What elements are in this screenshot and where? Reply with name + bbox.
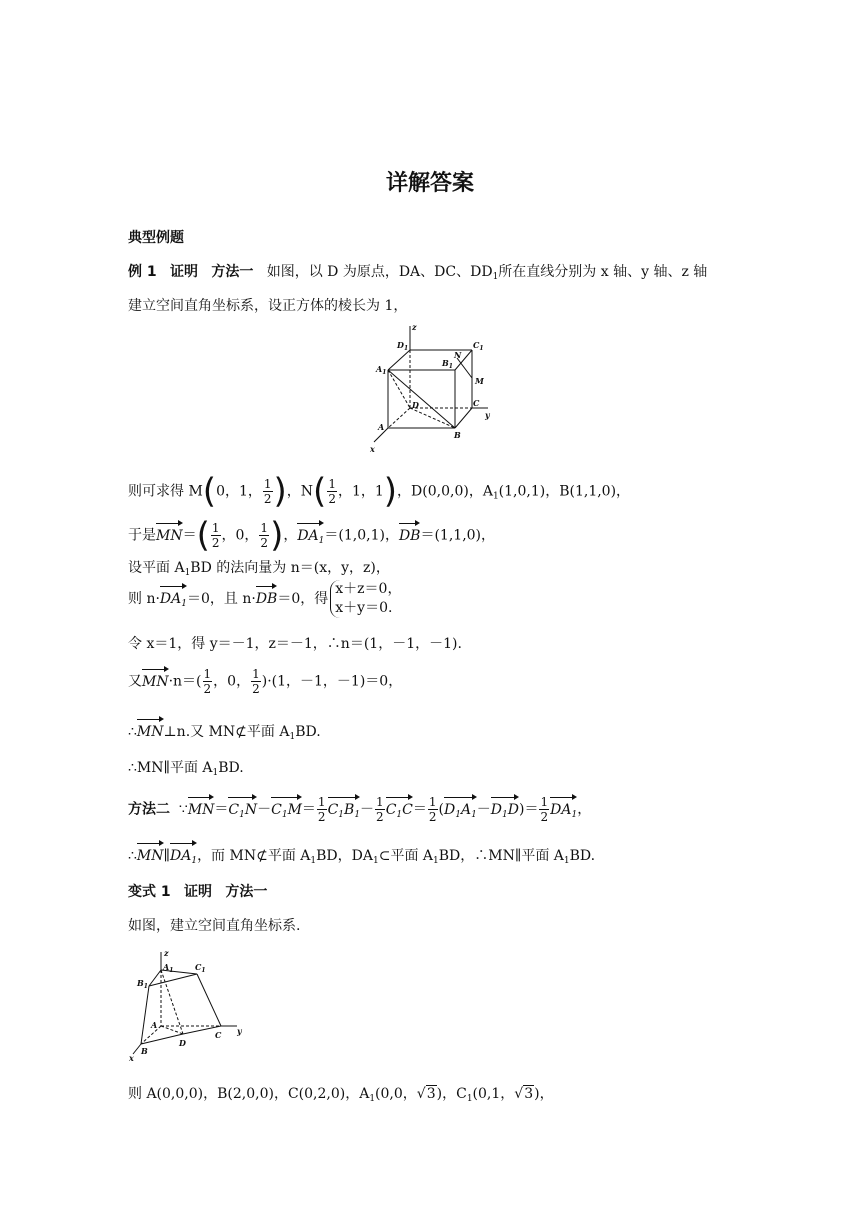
svg-text:y: y <box>485 410 490 420</box>
system-line: 则 $n\cdot DA_1=0$，且 n·DB＝0，得 x＋z＝0， x＋y＝0. <box>128 581 402 616</box>
conclusion-line: ∴MN∥平面 $A_1BD$. <box>128 760 244 778</box>
svg-text:A1: $A_1$ <box>163 962 174 974</box>
intro-text: 如图，以 D 为原点，DA、DC、DD <box>266 264 493 280</box>
svg-text:y: y <box>237 1026 242 1036</box>
example-label: 例 1 <box>128 264 157 280</box>
normal-vector-line: 设平面 $A_1BD$ 的法向量为 n＝(x，y，z)， <box>128 560 390 578</box>
perpendicular-line: ∴MN⊥n.又 MN⊄平面 $A_1BD$. <box>128 724 321 742</box>
variant1-intro: 如图，建立空间直角坐标系. <box>128 918 301 934</box>
dot-product-line: 又MN·n＝( $\frac{1}{2}$ ，0， $\frac{1}{2}$ )·(1，－1，－1)＝0， <box>128 667 403 696</box>
svg-text:B: B <box>141 1046 148 1056</box>
intro-text-b: 所在直线分别为 x 轴、y 轴、z 轴 <box>498 264 708 280</box>
svg-text:B1: $B_1$ <box>442 358 453 370</box>
method2-label: 方法二 <box>128 801 170 818</box>
svg-text:D: D <box>179 1038 186 1048</box>
svg-text:N: N <box>454 350 462 360</box>
svg-text:A1: $A_1$ <box>376 364 387 376</box>
svg-text:z: z <box>412 322 417 332</box>
page-title: 详解答案 <box>385 171 474 196</box>
svg-text:D1: $D_1$ <box>397 340 409 352</box>
equation-system: x＋z＝0， x＋y＝0. <box>330 580 401 618</box>
svg-text:x: x <box>370 444 375 454</box>
svg-text:D: D <box>412 400 419 410</box>
example1-line2: 建立空间直角坐标系，设正方体的棱长为 1， <box>128 298 408 314</box>
sqrt3: √3 <box>416 1086 436 1102</box>
sqrt3: √3 <box>514 1086 534 1102</box>
svg-text:A: A <box>378 422 385 432</box>
svg-text:B1: $B_1$ <box>137 978 148 990</box>
svg-text:C1: $C_1$ <box>473 340 484 352</box>
svg-text:C: C <box>473 398 480 408</box>
example1-line1: 例 1 证明 方法一 如图，以 D 为原点，DA、DC、$DD_1$所在直线分别为 x 轴、y 轴、z 轴 <box>128 264 708 282</box>
vector-line: 于是MN＝( $\frac{1}{2}$ ，0， $\frac{1}{2}$ )，$DA_1=(1,0,1)$，DB＝(1,1,0)， <box>128 515 496 556</box>
svg-text:C1: $C_1$ <box>195 962 206 974</box>
cube-figure <box>360 320 510 460</box>
svg-text:C: C <box>215 1030 222 1040</box>
coords-line: 则可求得 M(0，1， $\frac{1}{2}$ )，N( $\frac{1}{2}$ ，1，1)，D(0,0,0)，$A_1(1,0,1)$，B(1,1,0)， <box>128 471 631 512</box>
section-heading: 典型例题 <box>128 230 184 246</box>
svg-text:B: B <box>454 430 461 440</box>
method2-line: 方法二 $\because MN=C_1N-C_1M=$ $\frac{1}{2}$ $C_1B_1-$ $\frac{1}{2}$ $C_1C=$ $\frac{1}{2}$ $(D_1A_1-D_1D)=$ $\frac{1}{2}$ $DA_1$， <box>128 795 592 824</box>
method2-conclusion: $\therefore MN\parallel DA_1$，而 MN⊄平面 $A_1BD$，$DA_1\subset$平面 $A_1BD$，∴MN∥平面 $A_1BD$. <box>128 848 596 866</box>
proof-label: 证明 <box>169 264 198 280</box>
method-label: 方法一 <box>211 264 254 280</box>
svg-text:A: A <box>151 1020 158 1030</box>
solve-line: 令 x＝1，得 y＝－1，z＝－1，∴n＝(1，－1，－1). <box>128 636 462 652</box>
variant1-coords: 则 A(0,0,0)，B(2,0,0)，C(0,2,0)，$A_1(0,0$，√3)，$C_1(0,1$，√3)， <box>128 1086 554 1104</box>
frustum-figure <box>125 948 260 1063</box>
variant1-heading: 变式 1 证明 方法一 <box>128 884 268 900</box>
svg-text:x: x <box>129 1053 134 1063</box>
svg-text:M: M <box>475 376 484 386</box>
svg-text:z: z <box>164 948 169 958</box>
